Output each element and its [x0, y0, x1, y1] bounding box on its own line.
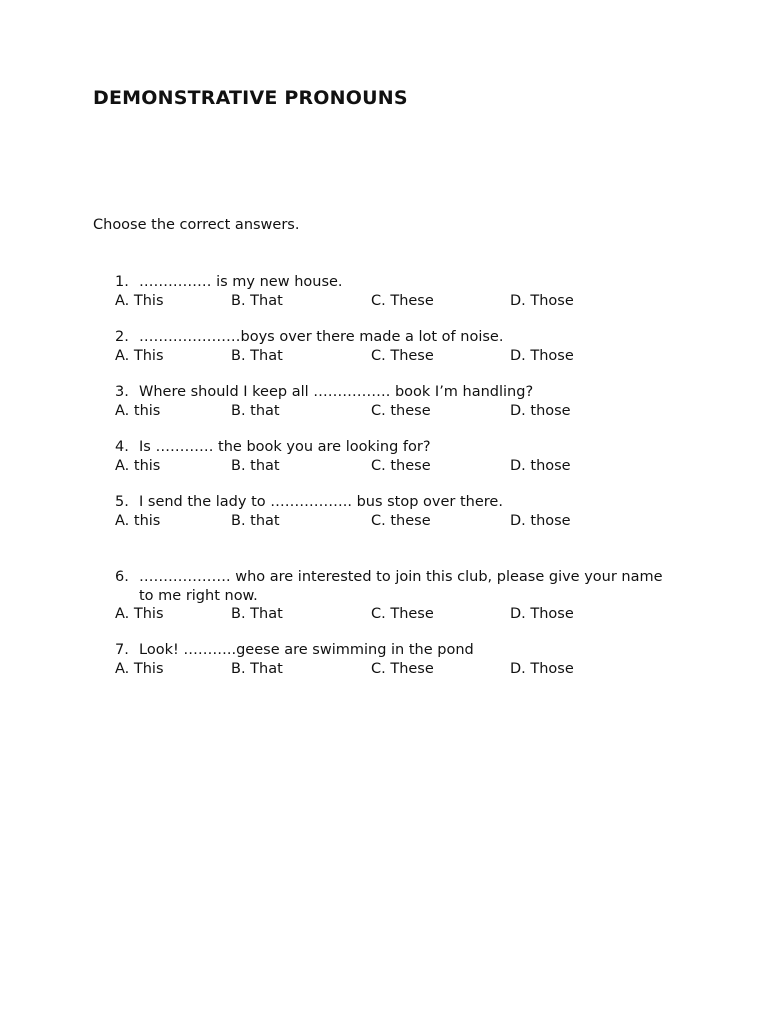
option-c: C. These	[371, 660, 434, 677]
option-a: A. This	[115, 347, 164, 364]
question-number: 7.	[115, 642, 129, 658]
option-b: B. that	[231, 512, 280, 529]
question-number: 3.	[115, 384, 129, 400]
option-b: B. That	[231, 292, 283, 309]
question-number: 1.	[115, 274, 129, 290]
question-number: 2.	[115, 329, 129, 345]
option-a: A. This	[115, 606, 164, 622]
option-b: B. That	[231, 606, 283, 622]
option-c: C. These	[371, 292, 434, 309]
option-a: A. This	[115, 292, 164, 309]
option-b: B. that	[231, 457, 280, 474]
question-number: 4.	[115, 439, 129, 455]
question-text: …………………boys over there made a lot of noise.	[139, 329, 504, 345]
question-text: …………… is my new house.	[139, 274, 343, 290]
option-c: C. These	[371, 347, 434, 364]
question-number: 6.	[115, 569, 129, 585]
option-d: D. those	[510, 402, 571, 419]
option-d: D. those	[510, 457, 571, 474]
option-b: B. That	[231, 660, 283, 677]
page-title: DEMONSTRATIVE PRONOUNS	[93, 87, 408, 109]
option-c: C. these	[371, 512, 431, 529]
option-b: B. That	[231, 347, 283, 364]
option-d: D. Those	[510, 292, 574, 309]
option-a: A. this	[115, 512, 161, 529]
option-b: B. that	[231, 402, 280, 419]
option-c: C. these	[371, 457, 431, 474]
option-d: D. Those	[510, 606, 574, 622]
option-d: D. Those	[510, 347, 574, 364]
option-d: D. those	[510, 512, 571, 529]
option-d: D. Those	[510, 660, 574, 677]
option-a: A. this	[115, 457, 161, 474]
question-text: ………………. who are interested to join this club, please give your name to me right now.	[139, 569, 663, 604]
option-c: C. These	[371, 606, 434, 622]
question-text: Where should I keep all ……………. book I’m handling?	[139, 384, 534, 400]
question-number: 5.	[115, 494, 129, 510]
question-text: Is ………… the book you are looking for?	[139, 439, 431, 455]
option-c: C. these	[371, 402, 431, 419]
instructions-text: Choose the correct answers.	[93, 217, 300, 233]
option-a: A. This	[115, 660, 164, 677]
option-a: A. this	[115, 402, 161, 419]
question-text: Look! ………..geese are swimming in the pond	[139, 642, 474, 658]
question-text: I send the lady to …………….. bus stop over there.	[139, 494, 503, 510]
